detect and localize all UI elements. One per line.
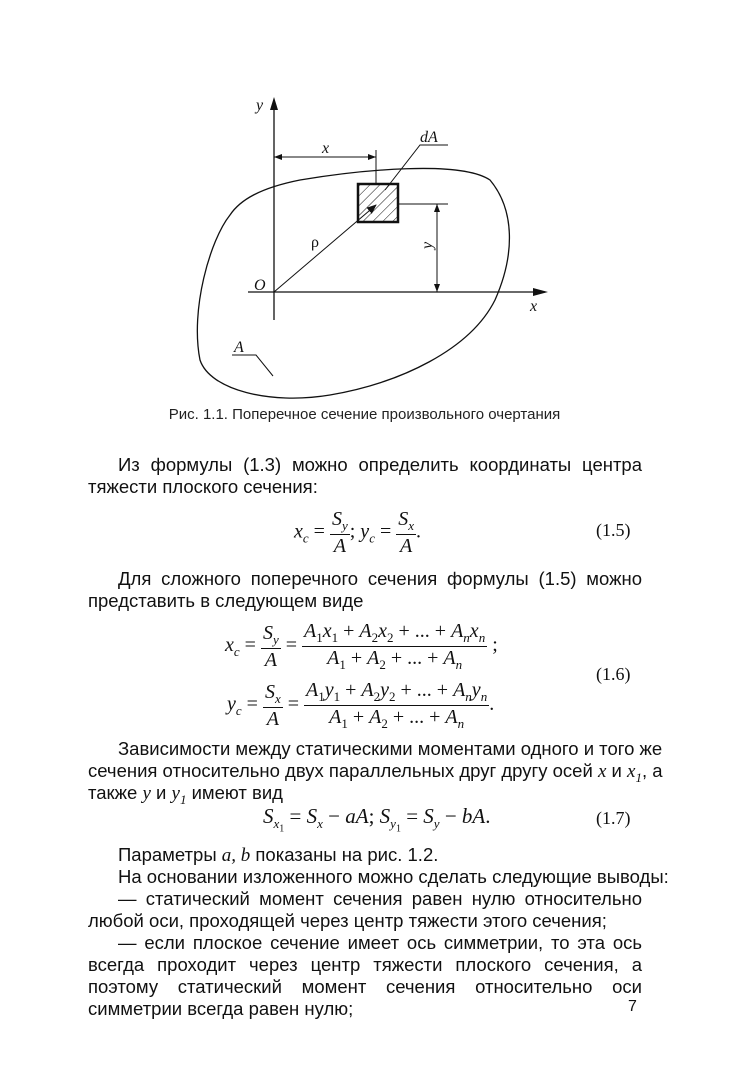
section-outline <box>197 168 509 398</box>
equation-1-6-xc: $x_c$ = $\frac{S_y}{A}$ = $\frac{A_1x_1 + A_2x_2 + ... + A_nx_n}{A_1 + A_2 + ... + A_n}$ ; <box>225 620 498 672</box>
A-leader <box>232 355 273 376</box>
paragraph-1: Из формулы (1.3) можно определить координаты центра тяжести плоского сечения: <box>88 454 642 497</box>
equation-1-5-number: (1.5) <box>596 520 631 540</box>
paragraph-3-line-3: также y и $y_1$ имеют вид <box>88 782 283 807</box>
label-A: A <box>234 339 244 356</box>
label-dA: dA <box>420 129 438 146</box>
label-origin: O <box>254 277 266 294</box>
equation-1-6-yc: $y_c$ = $\frac{S_x}{A}$ = $\frac{A_1y_1 + A_2y_2 + ... + A_ny_n}{A_1 + A_2 + ... + A_n}$ . <box>227 679 495 731</box>
label-rho: ρ <box>311 234 319 251</box>
label-dist-x: x <box>322 140 330 157</box>
label-y-axis: y <box>256 97 264 114</box>
conclusions-intro: На основании изложенного можно сделать следующие выводы: <box>118 866 669 887</box>
equation-1-6-number: (1.6) <box>596 664 631 684</box>
y-axis-arrow <box>270 97 278 110</box>
page-number: 7 <box>628 998 637 1015</box>
paragraph-3-line-2: сечения относительно двух параллельных друг другу осей x и $x_1$, а <box>88 760 663 785</box>
equation-1-7: $S_{x_1} = S_x$ − aA; $S_{y_1} = S_y$ − bA. <box>263 804 491 835</box>
radius-vector <box>274 205 376 292</box>
paragraph-3-line-1: Зависимости между статическими моментами одного и того же <box>118 738 663 759</box>
conclusion-bullet-2: — если плоское сечение имеет ось симметрии, то эта ось всегда проходит через центр тяжести плоского сечения, а поэтому статический момент сечения относительно оси симметрии всегда равен нулю; <box>88 932 642 1019</box>
x-axis-arrow <box>533 288 548 296</box>
figure-1-1 <box>0 0 729 400</box>
figure-caption: Рис. 1.1. Поперечное сечение произвольного очертания <box>168 406 561 423</box>
equation-1-7-number: (1.7) <box>596 808 631 828</box>
conclusion-bullet-1: — статический момент сечения равен нулю относительно любой оси, проходящей через центр тяжести этого сечения; <box>88 888 642 931</box>
paragraph-2: Для сложного поперечного сечения формулы (1.5) можно представить в следующем виде <box>88 568 642 611</box>
label-dist-y: y <box>419 241 436 249</box>
area-element-dA <box>358 184 398 222</box>
equation-1-5: $x_c$ = $\frac{S_y}{A}$ ; $y_c$ = $\frac{S_x}{A}$ . <box>294 508 422 557</box>
parameters-line: Параметры a, b показаны на рис. 1.2. <box>118 844 439 866</box>
label-x-axis: x <box>530 298 538 315</box>
